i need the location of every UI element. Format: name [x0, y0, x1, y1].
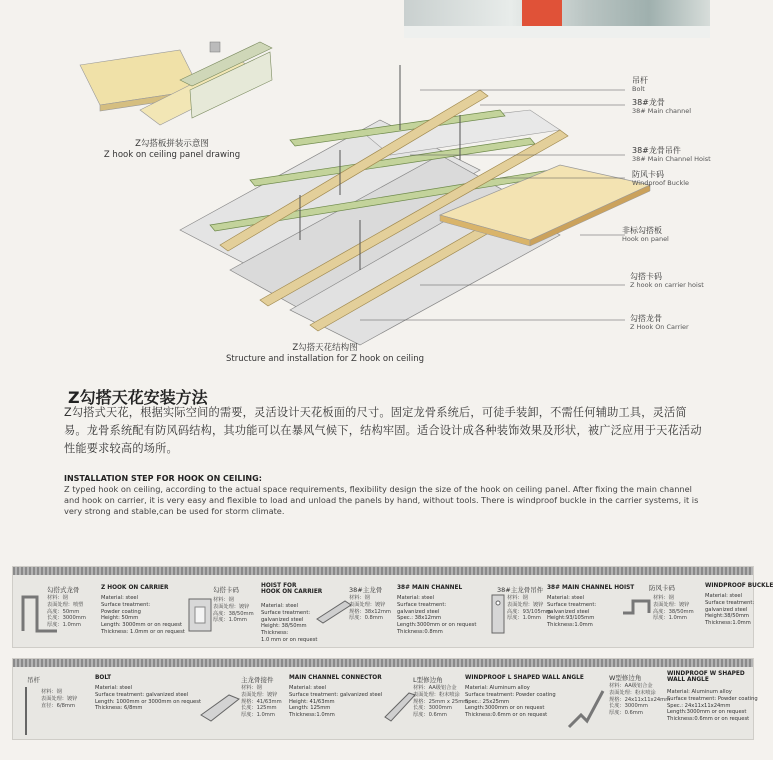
component-cn-name: 38#主龙骨: [349, 586, 383, 594]
main-diagram-caption: Z勾搭天花结构图 Structure and installation for Z hook on ceiling: [226, 343, 424, 364]
component-spec-cn: 材料：钢 表面处理：镀锌 高度：93/105mm 厚度：1.0mm: [507, 595, 551, 622]
component-w-wall-angle: [565, 659, 758, 739]
component-spec-en: Material: steel Surface treatment: galvanized steel Height:93/105mm Thickness:1.0mm: [547, 595, 597, 629]
component-en-name: 38# MAIN CHANNEL: [397, 585, 463, 591]
component-en-name: BOLT: [95, 675, 112, 681]
components-band-2: [12, 658, 758, 740]
component-spec-cn: 材料：AA级铝合金 表面处理：粉末喷涂 规格：25mm x 25mm 长度：3000mm 厚度：0.6mm: [413, 685, 469, 719]
callout-z-hook-carrier: 勾搭龙骨 Z Hook On Carrier: [630, 314, 689, 331]
section-title: Z勾搭天花安装方法: [68, 388, 208, 407]
component-spec-cn: 材料：钢 表面处理：镀锌 高度：38/50mm 厚度：1.0mm: [653, 595, 694, 622]
component-spec-cn: 材料：AA级铝合金 表面处理：粉末喷涂 规格：24x11x11x24mm 长度：3000mm 厚度：0.6mm: [609, 683, 671, 717]
component-spec-en: Material: Aluminum alloy Surface treatment: Powder coating Spec.: 25x25mm Length:3000mm or on request Thickness:0.6mm or on request: [465, 685, 556, 719]
section-body-cn: Z勾搭式天花，根据实际空间的需要，灵活设计天花板面的尺寸。固定龙骨系统后，可徒手装卸，不需任何辅助工具，灵活简易。龙骨系统配有防风码结构，其功能可以在暴风气候下，结构牢固。适合设计成各种装饰效果及形状，被广泛应用于天花活动性能要求较高的场所。: [64, 406, 702, 455]
component-main-channel-connector: [199, 659, 389, 739]
component-en-name: Z HOOK ON CARRIER: [101, 585, 169, 591]
component-en-name: HOIST FOR HOOK ON CARRIER: [261, 583, 323, 595]
ceiling-structure-diagram: [60, 20, 680, 360]
component-en-name: MAIN CHANNEL CONNECTOR: [289, 675, 382, 681]
small-panel-drawing: [80, 42, 272, 125]
component-en-name: WINDPROOF L SHAPED WALL ANGLE: [465, 675, 584, 681]
component-spec-en: Material: steel Surface treatment: Powder coating Height: 50mm Length: 3000mm or on request Thickness: 1.0mm or on request: [101, 595, 185, 635]
component-spec-cn: 材料：钢 表面处理：镀锌 直径：6/8mm: [41, 689, 78, 709]
component-en-name: WINDPROOF BUCKLE: [705, 583, 773, 589]
component-spec-en: Material: steel Surface treatment: galvanized steel Height: 41/63mm Length: 125mm Thickness:1.0mm: [289, 685, 383, 719]
component-bolt: [17, 659, 207, 739]
component-spec-en: Material: steel Surface treatment: galvanized steel Height:38/50mm Thickness:1.0mm: [705, 593, 755, 627]
component-cn-name: 勾搭卡码: [213, 586, 239, 594]
component-spec-en: Material: Aluminum alloy Surface treatment: Powder coating Spec.: 24x11x11x24mm Length:3000mm or on request Thickness:0.6mm or on request: [667, 689, 758, 723]
component-main-channel: [315, 567, 485, 647]
component-main-channel-hoist: [485, 567, 635, 647]
callout-bolt: 吊杆 Bolt: [632, 76, 648, 93]
connector-icon: [199, 689, 241, 725]
component-spec-cn: 材料：钢 表面处理：镀锌 规格：38x12mm 厚度：0.8mm: [349, 595, 391, 622]
component-cn-name: 防风卡码: [649, 584, 675, 592]
component-spec-cn: 材料：钢 表面处理：镀锌 规格：41/63mm 长度：125mm 厚度：1.0mm: [241, 685, 282, 719]
component-l-wall-angle: [383, 659, 584, 739]
w-angle-icon: [567, 687, 607, 731]
bolt-icon: [21, 685, 31, 737]
component-cn-name: W型修边角: [609, 674, 642, 682]
component-cn-name: 主龙骨接件: [241, 676, 274, 684]
component-spec-en: Material: steel Surface treatment: galvanized steel Height: 38/50mm Thickness: 1.0 mm or on request: [261, 603, 318, 643]
component-z-hook-carrier: [17, 567, 187, 647]
component-cn-name: 吊杆: [27, 676, 40, 684]
component-en-name: WINDPROOF W SHAPED WALL ANGLE: [667, 671, 745, 683]
component-windproof-buckle: [617, 567, 773, 647]
main-channel-icon: [315, 597, 353, 627]
component-hoist-carrier: [185, 567, 325, 647]
callout-z-hook-carrier-hoist: 勾搭卡码 Z hook on carrier hoist: [630, 272, 704, 289]
section-body-en: Z typed hook on ceiling, according to the actual space requirements, flexibility design the size of the hook on ceiling panel. After fixing the main channel and hook on carrier, it is very easy and flexible to load and unload the panels by hand, without tools. There is windproof buckle in the carrier systems, it is very strong and stable,can be used for storm climate.: [64, 484, 699, 516]
component-spec-cn: 材料：钢 表面处理：喷塑 高度：50mm 长度：3000mm 厚度：1.0mm: [47, 595, 86, 629]
channel-hoist-icon: [487, 593, 509, 637]
callout-windproof-buckle: 防风卡码 Windproof Buckle: [632, 170, 690, 187]
small-diagram-caption: Z勾搭板拼装示意图 Z hook on ceiling panel drawing: [103, 139, 241, 160]
callout-main-channel: 38#龙骨 38# Main channel: [632, 98, 692, 115]
component-cn-name: 勾搭式龙骨: [47, 586, 80, 594]
component-cn-name: L型修边角: [413, 676, 443, 684]
l-angle-icon: [383, 689, 417, 725]
installation-step-heading: INSTALLATION STEP FOR HOOK ON CEILING:: [64, 474, 262, 483]
component-en-name: 38# MAIN CHANNEL HOIST: [547, 585, 635, 591]
component-spec-en: Material: steel Surface treatment: galvanized steel Spec.: 38x12mm Length:3000mm or on request Thickness:0.8mm: [397, 595, 477, 635]
component-spec-en: Material: steel Surface treatment: galvanized steel Length: 1000mm or 3000mm on request Thickness: 6/8mm: [95, 685, 201, 712]
components-band-1: [12, 566, 773, 648]
buckle-icon: [621, 595, 655, 619]
callout-main-channel-hoist: 38#龙骨吊件 38# Main Channel Hoist: [632, 146, 711, 163]
component-spec-cn: 材料：钢 表面处理：镀锌 高度：38/50mm 厚度：1.0mm: [213, 597, 254, 624]
callout-hook-on-panel: 非标勾搭板 Hook on panel: [622, 226, 669, 243]
component-cn-name: 38#主龙骨吊件: [497, 586, 544, 594]
